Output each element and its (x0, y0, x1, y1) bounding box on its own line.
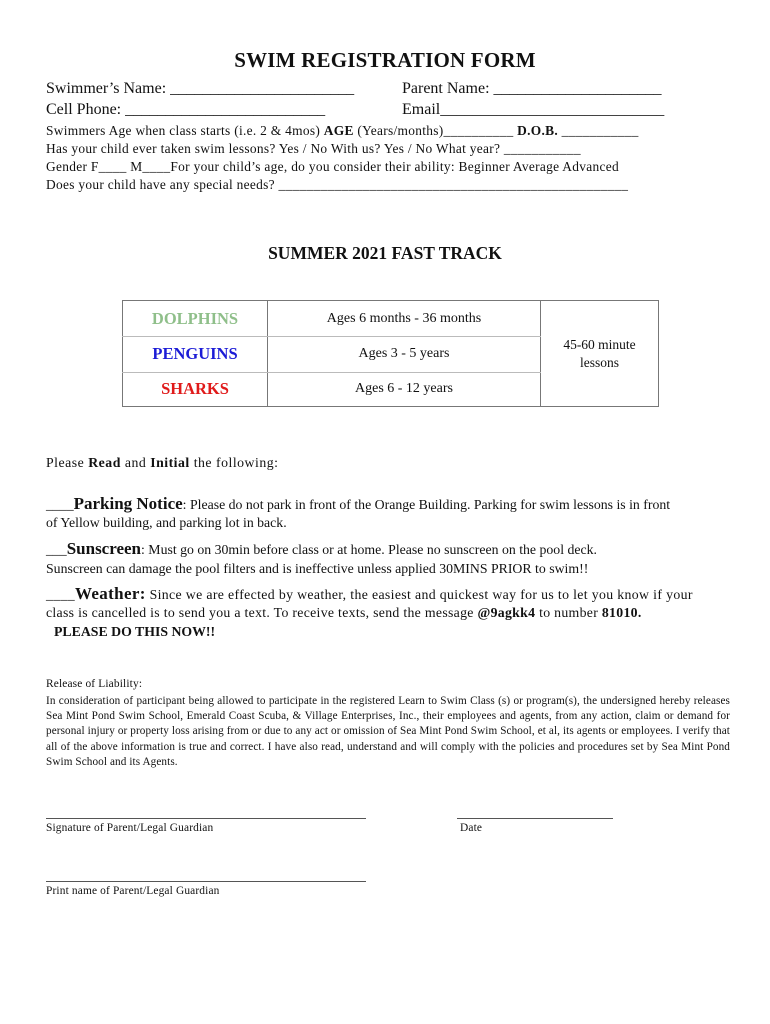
program-title: SUMMER 2021 FAST TRACK (268, 243, 502, 263)
text-number: 81010. (601, 605, 642, 620)
weather-notice-cont (46, 605, 642, 621)
email-field[interactable]: Email____________________________ (402, 101, 665, 118)
form-title: SWIM REGISTRATION FORM (234, 48, 536, 72)
group-ages-dolphins: Ages 6 months - 36 months (268, 301, 541, 337)
gender-ability-line[interactable]: Gender F____ M____For your child’s age, do you consider their ability: Beginner Average Advanced (46, 159, 619, 174)
date-line[interactable] (457, 818, 613, 819)
swimmer-name-field[interactable]: Swimmer’s Name: _______________________ (46, 80, 355, 97)
instructions-initial: Initial (150, 455, 190, 470)
sunscreen-text: : Must go on 30min before class or at home. Please no sunscreen on the pool deck. (141, 542, 597, 557)
weather-text-3: to number (535, 605, 602, 620)
age-prefix: Swimmers Age when class starts (i.e. 2 & 4mos) (46, 123, 324, 138)
release-heading: Release of Liability: (46, 678, 143, 690)
instructions-read: Read (88, 455, 121, 470)
parent-name-field[interactable]: Parent Name: _____________________ (402, 80, 662, 97)
dob-blank: ___________ (558, 123, 639, 138)
signature-label: Signature of Parent/Legal Guardian (46, 822, 214, 834)
release-body: In consideration of participant being allowed to participate in the registered Learn to Swim Class (s) or program(s), the undersigned hereby releases Sea Mint Pond Swim School, Emerald Coast Scuba, & Village Enterprises, Inc., their employees and agents, from any action, claim or demand for personal injury or property loss arising from or due to any act or omission of Sea Mint Pond Swim School, et al, its agents or employees. I verify that all of the above information is true and correct. I have also read, understand and will comply with the policies and procedures set by Sea Mint Pond Swim School and its Agents. (46, 695, 730, 768)
lesson-duration (541, 301, 659, 407)
instructions-prefix: Please (46, 455, 89, 470)
age-dob-line[interactable] (46, 123, 639, 139)
parking-heading: Parking Notice (73, 494, 183, 513)
duration-line-1: 45-60 minute (563, 336, 636, 352)
instructions-and: and (120, 455, 151, 470)
group-ages-penguins: Ages 3 - 5 years (268, 337, 541, 372)
cell-phone-field[interactable]: Cell Phone: _________________________ (46, 101, 326, 118)
prior-lessons-line[interactable]: Has your child ever taken swim lessons? Yes / No With us? Yes / No What year? ___________ (46, 141, 581, 156)
instructions-line (46, 455, 279, 471)
sunscreen-initial-blank[interactable]: ___ (46, 542, 67, 557)
sunscreen-heading: Sunscreen (66, 539, 142, 558)
please-do-this-now: PLEASE DO THIS NOW!! (54, 624, 216, 639)
special-needs-line[interactable]: Does your child have any special needs? __________________________________________________ (46, 177, 629, 192)
weather-notice[interactable] (46, 584, 693, 604)
group-name-dolphins: DOLPHINS (123, 301, 268, 337)
print-name-label: Print name of Parent/Legal Guardian (46, 885, 220, 897)
group-name-penguins: PENGUINS (123, 337, 268, 372)
parking-initial-blank[interactable]: ____ (46, 497, 74, 512)
group-name-sharks: SHARKS (123, 372, 268, 406)
parking-notice-cont: of Yellow building, and parking lot in back. (46, 515, 287, 530)
sunscreen-notice-cont: Sunscreen can damage the pool filters and is ineffective unless applied 30MINS PRIOR to swim!! (46, 561, 589, 576)
date-label: Date (460, 822, 483, 834)
duration-line-2: lessons (579, 354, 619, 370)
dob-label: D.O.B. (517, 123, 558, 138)
sunscreen-notice[interactable] (46, 539, 597, 559)
program-table (122, 300, 659, 407)
weather-text: Since we are effected by weather, the easiest and quickest way for us to let you know if your (145, 587, 693, 602)
weather-initial-blank[interactable]: ____ (46, 587, 75, 602)
weather-heading: Weather: (75, 584, 146, 603)
group-ages-sharks: Ages 6 - 12 years (268, 372, 541, 406)
print-name-line[interactable] (46, 881, 366, 882)
weather-text-2: class is cancelled is to send you a text. To receive texts, send the message (46, 605, 478, 620)
signature-line[interactable] (46, 818, 366, 819)
age-label: AGE (323, 123, 354, 138)
text-code: @9agkk4 (477, 605, 536, 620)
parking-text: : Please do not park in front of the Orange Building. Parking for swim lessons is in front (182, 497, 671, 512)
instructions-suffix: the following: (189, 455, 279, 470)
age-blank: (Years/months)__________ (353, 123, 518, 138)
parking-notice[interactable] (46, 494, 670, 514)
